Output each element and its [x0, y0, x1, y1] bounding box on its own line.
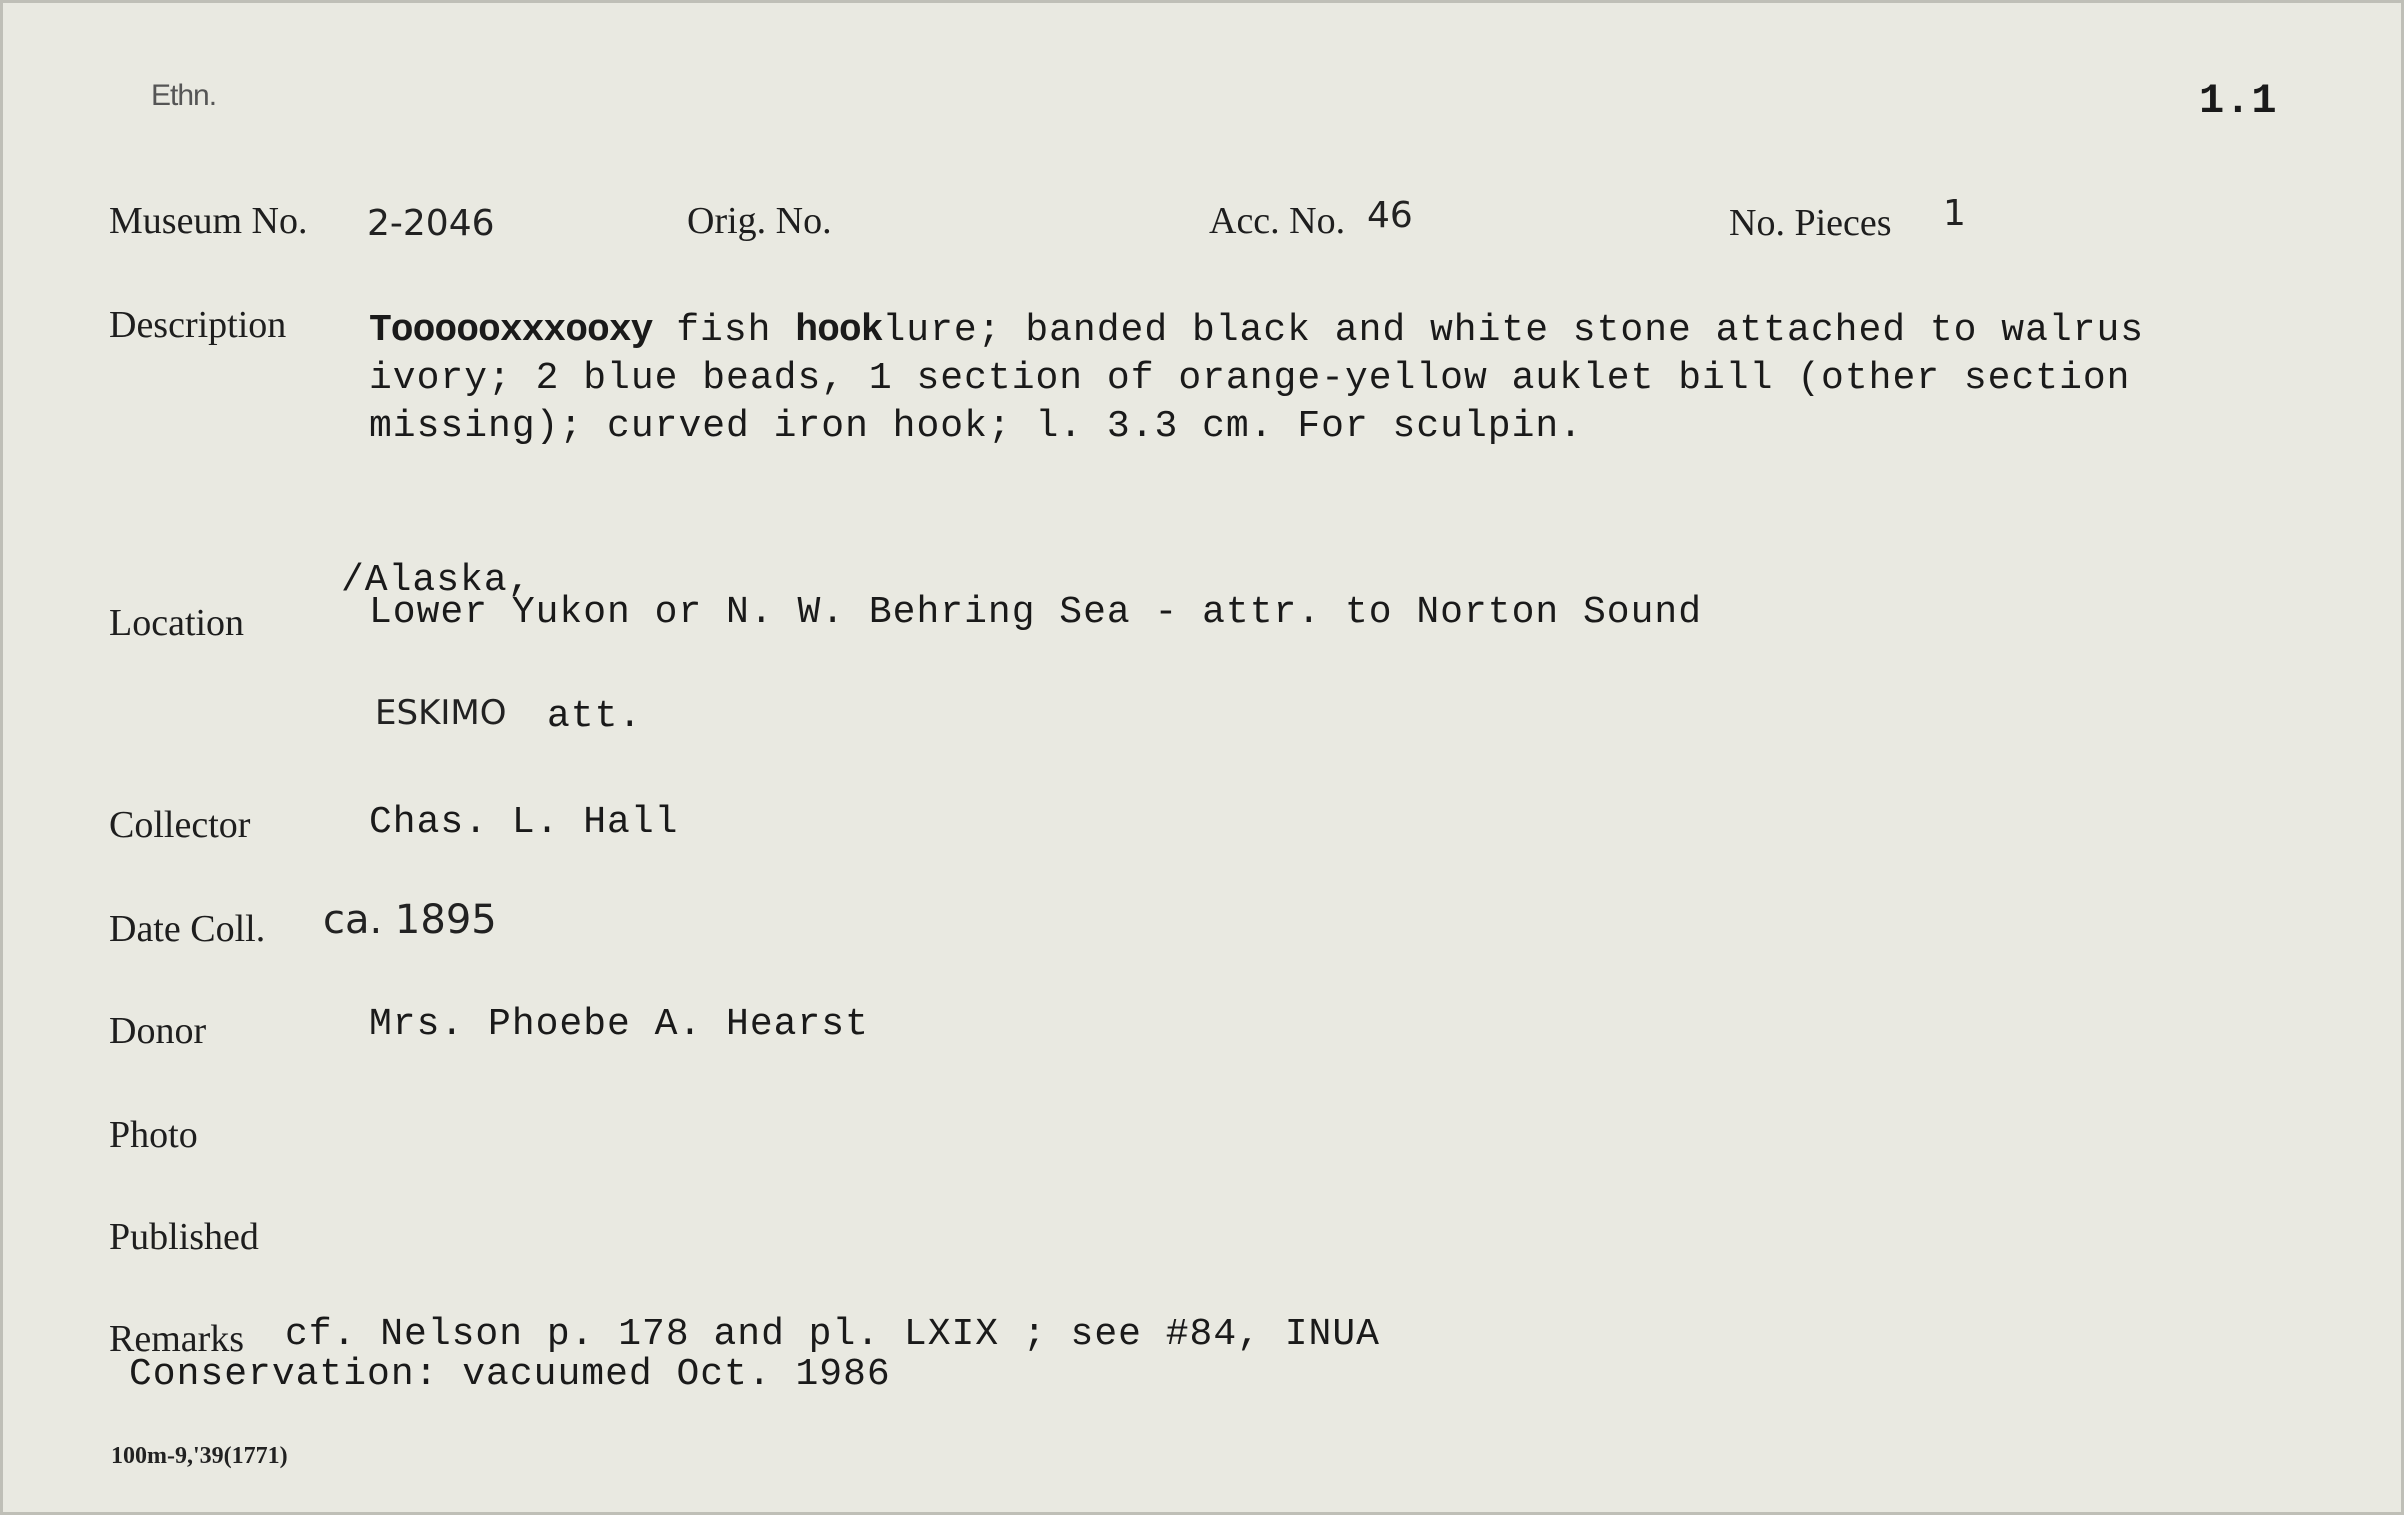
date-coll-value: ca. 1895	[323, 897, 497, 943]
description-line-2: ivory; 2 blue beads, 1 section of orange-yellow auklet bill (other section	[369, 357, 2131, 400]
description-fragment: fish	[652, 309, 796, 352]
form-number: 100m-9,'39(1771)	[111, 1443, 288, 1469]
remarks-label: Remarks	[109, 1318, 245, 1360]
description-label: Description	[109, 304, 287, 346]
remarks-value: cf. Nelson p. 178 and pl. LXIX ; see #84, INUA	[285, 1313, 1380, 1356]
description-text	[369, 307, 2144, 451]
conservation-note: Conservation: vacuumed Oct. 1986	[129, 1353, 891, 1396]
department-stamp: Ethn.	[151, 79, 217, 112]
photo-label: Photo	[109, 1114, 198, 1156]
location-label: Location	[109, 602, 245, 644]
donor-value: Mrs. Phoebe A. Hearst	[369, 1003, 869, 1046]
description-fragment: lure; banded black and white stone attached to walrus	[882, 309, 2145, 352]
location-value: Lower Yukon or N. W. Behring Sea - attr. to Norton Sound	[369, 591, 1703, 634]
acc-no-value: 46	[1367, 195, 1413, 236]
orig-no-label: Orig. No.	[687, 200, 832, 242]
description-line-1	[369, 307, 2144, 355]
collector-label: Collector	[109, 804, 251, 846]
description-line-3: missing); curved iron hook; l. 3.3 cm. For sculpin.	[369, 405, 1583, 448]
published-label: Published	[109, 1216, 259, 1258]
donor-label: Donor	[109, 1010, 207, 1052]
acc-no-label: Acc. No.	[1209, 200, 1346, 242]
location-insert: /Alaska,	[341, 559, 532, 602]
museum-no-value: 2-2046	[367, 203, 495, 244]
no-pieces-label: No. Pieces	[1729, 202, 1892, 244]
card-number: 1.1	[2199, 77, 2278, 125]
culture-suffix: att.	[547, 695, 643, 738]
museum-no-label: Museum No.	[109, 200, 308, 242]
struck-out-word: hook	[795, 309, 883, 352]
culture-value: ESKIMO	[375, 693, 507, 733]
date-coll-label: Date Coll.	[109, 908, 266, 950]
collector-value: Chas. L. Hall	[369, 801, 679, 844]
struck-out-text: Toooooxxxooxy	[369, 309, 653, 352]
no-pieces-value: 1	[1943, 193, 1966, 234]
